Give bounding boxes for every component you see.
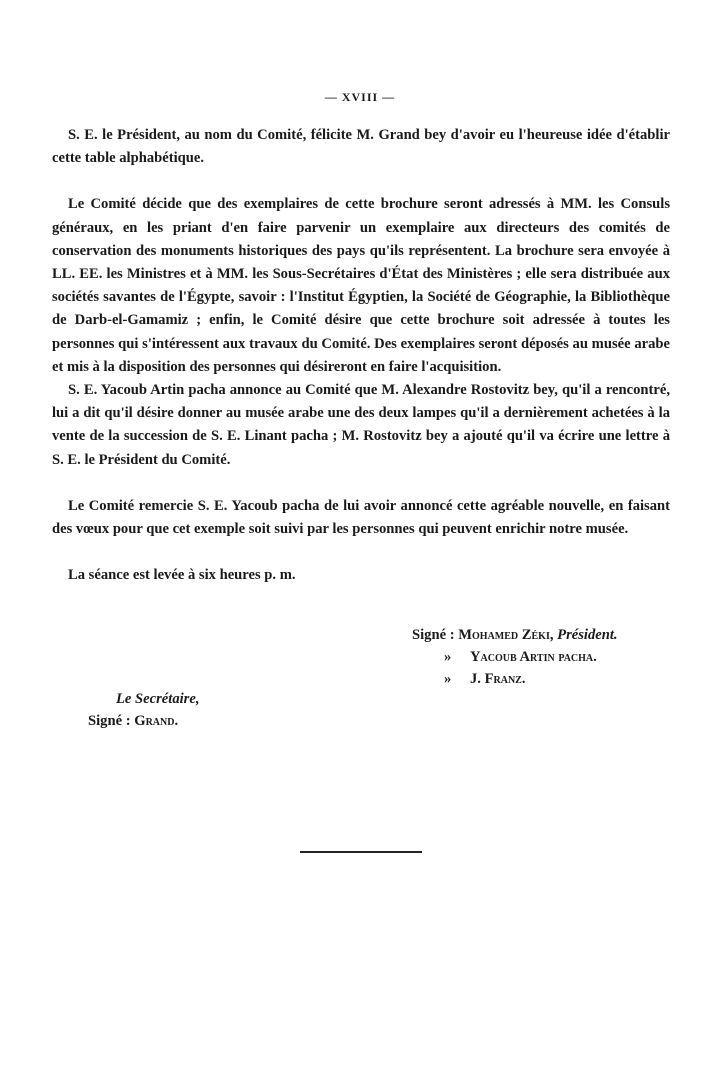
secretary-name: Grand. — [134, 713, 179, 729]
second-signatory-name: Yacoub Artin pacha. — [470, 649, 597, 665]
signed-label: Signé : — [88, 713, 131, 729]
paragraph-lamp-donation: S. E. Yacoub Artin pacha annonce au Comité que M. Alexandre Rostovitz bey, qu'il a rencontré, lui a dit qu'il désire donner au musée arabe une des deux lampes qu'il a dernièrement achetées à la vente de la succession de S. E. Linant pacha ; M. Rostovitz bey a ajouté qu'il va écrire une lettre à S. E. le Président du Comité. — [52, 382, 670, 468]
signature-second — [412, 646, 618, 668]
paragraph-adjournment: La séance est levée à six heures p. m. — [68, 567, 296, 584]
signature-block — [412, 624, 618, 690]
signed-label: Signé : — [412, 627, 455, 643]
secretary-block — [88, 688, 199, 732]
third-signatory-name: J. Franz. — [470, 671, 526, 687]
paragraph-thanks: Le Comité remercie S. E. Yacoub pacha de lui avoir annoncé cette agréable nouvelle, en faisant des vœux pour que cet exemple soit suivi par les personnes qui peuvent enrichir notre musée. — [52, 497, 670, 538]
paragraph-congratulations: S. E. le Président, au nom du Comité, félicite M. Grand bey d'avoir eu l'heureuse idée d'établir cette table alphabétique. — [52, 127, 670, 167]
signature-president — [412, 624, 618, 646]
ditto-mark: » — [444, 649, 452, 665]
secretary-signature — [88, 710, 199, 732]
president-title: Président. — [557, 627, 618, 643]
signature-third — [412, 668, 618, 690]
page-number-header: — XVIII — — [324, 90, 396, 104]
closing-rule-divider — [300, 851, 422, 853]
paragraph-brochure-distribution: Le Comité décide que des exemplaires de cette brochure seront adressés à MM. les Consuls généraux, en les priant d'en faire parvenir un exemplaire aux directeurs des comités de conservation des monuments historiques des pays qu'ils représentent. La brochure sera envoyée à LL. EE. les Ministres et à MM. les Sous-Secrétaires d'État des Ministères ; elle sera distribuée aux sociétés savantes de l'Égypte, savoir : l'Institut Égyptien, la Société de Géographie, la Bibliothèque de Darb-el-Gamamiz ; enfin, le Comité désire que cette brochure soit adressée à toutes les personnes qui s'intéressent aux travaux du Comité. Des exemplaires seront déposés au musée arabe et mis à la disposition des personnes qui désireront en faire l'acquisition. — [52, 196, 670, 375]
minutes-body — [52, 124, 670, 587]
ditto-mark: » — [444, 671, 452, 687]
president-name: Mohamed Zéki, — [458, 627, 554, 643]
secretary-title: Le Secrétaire, — [116, 691, 200, 707]
